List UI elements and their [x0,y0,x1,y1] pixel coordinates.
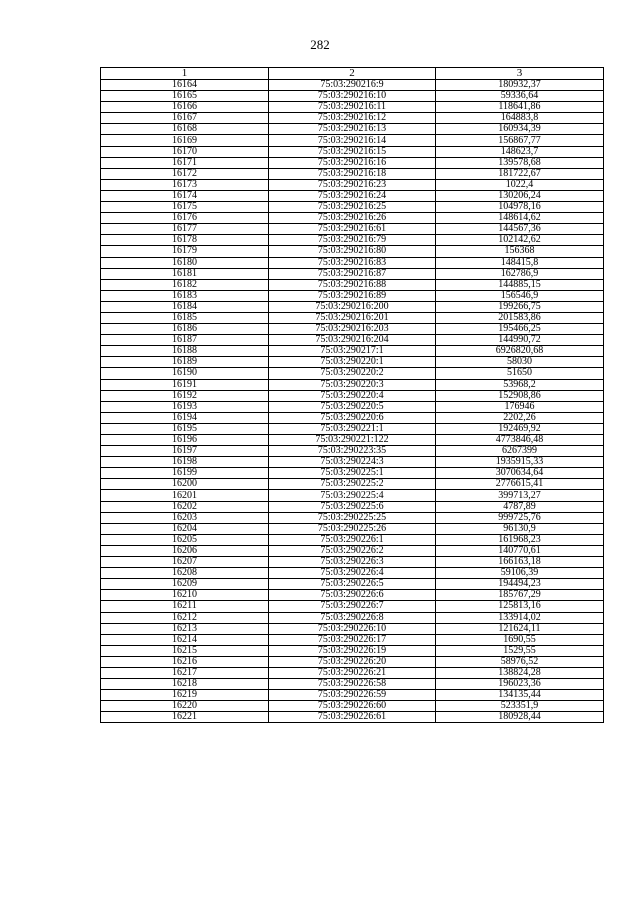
table-row [101,435,604,446]
value-cell: 156546,9 [436,290,604,301]
row-number-cell: 16164 [101,80,269,91]
value-cell: 156867,77 [436,135,604,146]
cadastral-number-cell: 75:03:290216:89 [269,290,436,301]
cadastral-number-cell: 75:03:290226:60 [269,701,436,712]
cadastral-number-cell: 75:03:290216:79 [269,235,436,246]
value-cell: 180928,44 [436,712,604,723]
value-cell: 161968,23 [436,534,604,545]
cadastral-number-cell: 75:03:290216:80 [269,246,436,257]
value-cell: 176946 [436,401,604,412]
table-row [101,235,604,246]
cadastral-number-cell: 75:03:290226:4 [269,568,436,579]
cadastral-number-cell: 75:03:290220:3 [269,379,436,390]
table-row [101,579,604,590]
row-number-cell: 16192 [101,390,269,401]
table-row [101,501,604,512]
cadastral-number-cell: 75:03:290216:24 [269,190,436,201]
value-cell: 4773846,48 [436,435,604,446]
row-number-cell: 16193 [101,401,269,412]
table-row [101,301,604,312]
value-cell: 162786,9 [436,268,604,279]
row-number-cell: 16188 [101,346,269,357]
cadastral-number-cell: 75:03:290216:9 [269,80,436,91]
row-number-cell: 16209 [101,579,269,590]
row-number-cell: 16220 [101,701,269,712]
row-number-cell: 16219 [101,690,269,701]
row-number-cell: 16200 [101,479,269,490]
row-number-cell: 16174 [101,190,269,201]
cadastral-number-cell: 75:03:290216:200 [269,301,436,312]
row-number-cell: 16179 [101,246,269,257]
table-row [101,368,604,379]
table-row [101,257,604,268]
cadastral-number-cell: 75:03:290216:201 [269,312,436,323]
cadastral-number-cell: 75:03:290226:21 [269,667,436,678]
row-number-cell: 16213 [101,623,269,634]
table-row [101,701,604,712]
row-number-cell: 16194 [101,412,269,423]
row-number-cell: 16198 [101,457,269,468]
value-cell: 523351,9 [436,701,604,712]
value-cell: 121624,11 [436,623,604,634]
value-cell: 181722,67 [436,168,604,179]
row-number-cell: 16176 [101,213,269,224]
table-row [101,634,604,645]
table-row [101,656,604,667]
value-cell: 118641,86 [436,102,604,113]
value-cell: 192469,92 [436,423,604,434]
row-number-cell: 16173 [101,179,269,190]
table-row [101,679,604,690]
value-cell: 104978,16 [436,202,604,213]
row-number-cell: 16214 [101,634,269,645]
cadastral-number-cell: 75:03:290226:10 [269,623,436,634]
value-cell: 6926820,68 [436,346,604,357]
table-row [101,335,604,346]
cadastral-number-cell: 75:03:290226:20 [269,656,436,667]
row-number-cell: 16181 [101,268,269,279]
cadastral-number-cell: 75:03:290226:2 [269,545,436,556]
cadastral-number-cell: 75:03:290216:203 [269,324,436,335]
value-cell: 196023,36 [436,679,604,690]
table-row [101,246,604,257]
table-row [101,80,604,91]
row-number-cell: 16170 [101,146,269,157]
table-row [101,401,604,412]
value-cell: 125813,16 [436,601,604,612]
cadastral-number-cell: 75:03:290226:3 [269,557,436,568]
table-row [101,568,604,579]
value-cell: 194494,23 [436,579,604,590]
cadastral-number-cell: 75:03:290225:26 [269,523,436,534]
row-number-cell: 16187 [101,335,269,346]
cadastral-number-cell: 75:03:290225:1 [269,468,436,479]
table-row [101,512,604,523]
value-cell: 58030 [436,357,604,368]
cadastral-number-cell: 75:03:290226:61 [269,712,436,723]
cadastral-number-cell: 75:03:290216:15 [269,146,436,157]
value-cell: 144990,72 [436,335,604,346]
value-cell: 199266,75 [436,301,604,312]
value-cell: 139578,68 [436,157,604,168]
cadastral-number-cell: 75:03:290216:204 [269,335,436,346]
row-number-cell: 16201 [101,490,269,501]
value-cell: 1022,4 [436,179,604,190]
table-row [101,146,604,157]
row-number-cell: 16195 [101,423,269,434]
value-cell: 148623,7 [436,146,604,157]
value-cell: 144567,36 [436,224,604,235]
table-row [101,523,604,534]
table-row [101,190,604,201]
cadastral-number-cell: 75:03:290216:12 [269,113,436,124]
value-cell: 195466,25 [436,324,604,335]
table-row [101,667,604,678]
cadastral-number-cell: 75:03:290226:17 [269,634,436,645]
table-row [101,168,604,179]
value-cell: 180932,37 [436,80,604,91]
table-row [101,312,604,323]
value-cell: 156368 [436,246,604,257]
row-number-cell: 16204 [101,523,269,534]
row-number-cell: 16168 [101,124,269,135]
row-number-cell: 16212 [101,612,269,623]
table-row [101,268,604,279]
cadastral-number-cell: 75:03:290216:13 [269,124,436,135]
row-number-cell: 16189 [101,357,269,368]
row-number-cell: 16190 [101,368,269,379]
cadastral-number-cell: 75:03:290216:10 [269,91,436,102]
table-row [101,290,604,301]
value-cell: 164883,8 [436,113,604,124]
row-number-cell: 16184 [101,301,269,312]
cadastral-number-cell: 75:03:290226:7 [269,601,436,612]
value-cell: 59106,39 [436,568,604,579]
table-row [101,545,604,556]
cadastral-number-cell: 75:03:290216:61 [269,224,436,235]
cadastral-number-cell: 75:03:290220:4 [269,390,436,401]
table-row [101,557,604,568]
row-number-cell: 16217 [101,667,269,678]
cadastral-number-cell: 75:03:290220:5 [269,401,436,412]
row-number-cell: 16180 [101,257,269,268]
table-body [101,80,604,723]
table-row [101,357,604,368]
value-cell: 96130,9 [436,523,604,534]
cadastral-number-cell: 75:03:290216:14 [269,135,436,146]
cadastral-number-cell: 75:03:290217:1 [269,346,436,357]
value-cell: 201583,86 [436,312,604,323]
value-cell: 4787,89 [436,501,604,512]
table-row [101,423,604,434]
row-number-cell: 16211 [101,601,269,612]
row-number-cell: 16216 [101,656,269,667]
cadastral-number-cell: 75:03:290216:11 [269,102,436,113]
row-number-cell: 16191 [101,379,269,390]
cadastral-number-cell: 75:03:290225:6 [269,501,436,512]
row-number-cell: 16172 [101,168,269,179]
cadastral-number-cell: 75:03:290216:87 [269,268,436,279]
row-number-cell: 16165 [101,91,269,102]
cadastral-number-cell: 75:03:290220:2 [269,368,436,379]
value-cell: 2776615,41 [436,479,604,490]
row-number-cell: 16175 [101,202,269,213]
cadastral-number-cell: 75:03:290216:88 [269,279,436,290]
row-number-cell: 16183 [101,290,269,301]
table-row [101,324,604,335]
cadastral-number-cell: 75:03:290221:122 [269,435,436,446]
value-cell: 134135,44 [436,690,604,701]
row-number-cell: 16221 [101,712,269,723]
row-number-cell: 16199 [101,468,269,479]
value-cell: 6267399 [436,446,604,457]
value-cell: 160934,39 [436,124,604,135]
table-row [101,202,604,213]
cadastral-number-cell: 75:03:290225:4 [269,490,436,501]
row-number-cell: 16203 [101,512,269,523]
table-row [101,346,604,357]
row-number-cell: 16166 [101,102,269,113]
row-number-cell: 16196 [101,435,269,446]
row-number-cell: 16167 [101,113,269,124]
cadastral-number-cell: 75:03:290216:23 [269,179,436,190]
value-cell: 148415,8 [436,257,604,268]
table-row [101,390,604,401]
table-row [101,113,604,124]
value-cell: 51650 [436,368,604,379]
value-cell: 185767,29 [436,590,604,601]
table-row [101,479,604,490]
cadastral-number-cell: 75:03:290223:35 [269,446,436,457]
table-header-row [101,68,604,80]
row-number-cell: 16218 [101,679,269,690]
cadastral-number-cell: 75:03:290225:25 [269,512,436,523]
table-row [101,590,604,601]
row-number-cell: 16210 [101,590,269,601]
page-number: 282 [310,37,330,52]
table-row [101,534,604,545]
data-table [100,67,604,723]
cadastral-number-cell: 75:03:290220:6 [269,412,436,423]
table-row [101,279,604,290]
value-cell: 166163,18 [436,557,604,568]
cadastral-number-cell: 75:03:290226:5 [269,579,436,590]
column-header-3: 3 [436,68,604,80]
cadastral-number-cell: 75:03:290226:8 [269,612,436,623]
row-number-cell: 16177 [101,224,269,235]
cadastral-number-cell: 75:03:290224:3 [269,457,436,468]
cadastral-number-cell: 75:03:290216:16 [269,157,436,168]
table-row [101,645,604,656]
cadastral-number-cell: 75:03:290216:83 [269,257,436,268]
table-row [101,623,604,634]
cadastral-number-cell: 75:03:290220:1 [269,357,436,368]
cadastral-number-cell: 75:03:290225:2 [269,479,436,490]
cadastral-number-cell: 75:03:290221:1 [269,423,436,434]
value-cell: 1529,55 [436,645,604,656]
cadastral-number-cell: 75:03:290226:1 [269,534,436,545]
cadastral-number-cell: 75:03:290216:26 [269,213,436,224]
value-cell: 399713,27 [436,490,604,501]
table-row [101,446,604,457]
table-row [101,157,604,168]
table-row [101,690,604,701]
value-cell: 140770,61 [436,545,604,556]
cadastral-number-cell: 75:03:290226:6 [269,590,436,601]
value-cell: 1935915,33 [436,457,604,468]
row-number-cell: 16215 [101,645,269,656]
row-number-cell: 16202 [101,501,269,512]
value-cell: 2202,26 [436,412,604,423]
table-row [101,91,604,102]
value-cell: 58976,52 [436,656,604,667]
row-number-cell: 16206 [101,545,269,556]
cadastral-number-cell: 75:03:290226:58 [269,679,436,690]
value-cell: 3070634,64 [436,468,604,479]
value-cell: 138824,28 [436,667,604,678]
row-number-cell: 16197 [101,446,269,457]
table-row [101,612,604,623]
column-header-1: 1 [101,68,269,80]
value-cell: 130206,24 [436,190,604,201]
row-number-cell: 16182 [101,279,269,290]
table-row [101,102,604,113]
row-number-cell: 16169 [101,135,269,146]
row-number-cell: 16185 [101,312,269,323]
value-cell: 144885,15 [436,279,604,290]
row-number-cell: 16178 [101,235,269,246]
value-cell: 999725,76 [436,512,604,523]
value-cell: 1690,55 [436,634,604,645]
column-header-2: 2 [269,68,436,80]
table-row [101,412,604,423]
value-cell: 152908,86 [436,390,604,401]
table-row [101,135,604,146]
value-cell: 59336,64 [436,91,604,102]
cadastral-number-cell: 75:03:290216:25 [269,202,436,213]
row-number-cell: 16208 [101,568,269,579]
row-number-cell: 16207 [101,557,269,568]
table-row [101,490,604,501]
table-row [101,468,604,479]
row-number-cell: 16186 [101,324,269,335]
cadastral-number-cell: 75:03:290226:19 [269,645,436,656]
table-row [101,457,604,468]
table-row [101,124,604,135]
row-number-cell: 16171 [101,157,269,168]
value-cell: 148614,62 [436,213,604,224]
cadastral-number-cell: 75:03:290216:18 [269,168,436,179]
cadastral-number-cell: 75:03:290226:59 [269,690,436,701]
row-number-cell: 16205 [101,534,269,545]
table-row [101,379,604,390]
table-row [101,213,604,224]
table-row [101,224,604,235]
table-row [101,601,604,612]
value-cell: 133914,02 [436,612,604,623]
table-row [101,179,604,190]
value-cell: 53968,2 [436,379,604,390]
value-cell: 102142,62 [436,235,604,246]
table-row [101,712,604,723]
